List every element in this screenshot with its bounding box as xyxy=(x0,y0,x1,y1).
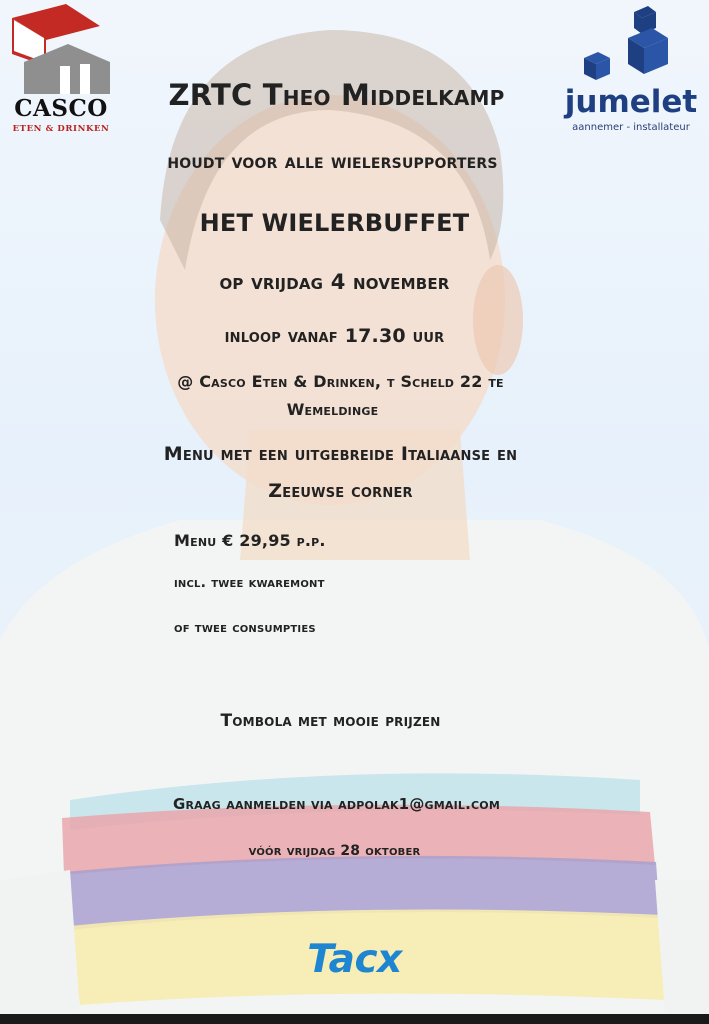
venue-line-1: @ Casco Eten & Drinken, t Scheld 22 te xyxy=(177,372,504,391)
registration-line: Graag aanmelden via adpolak1@gmail.com xyxy=(173,795,500,813)
jumelet-cubes-icon xyxy=(556,6,706,141)
event-time: inloop vanaf 17.30 uur xyxy=(224,325,445,347)
venue-line-2: Wemeldinge xyxy=(286,400,379,419)
casco-logo-name: CASCO xyxy=(14,95,108,122)
club-title: ZRTC Theo Middelkamp xyxy=(168,78,505,112)
casco-logo-subtitle: ETEN & DRINKEN xyxy=(12,124,110,134)
menu-price: Menu € 29,95 p.p. xyxy=(174,531,326,550)
subtitle: houdt voor alle wielersupporters xyxy=(167,149,498,173)
tombola-line: Tombola met mooie prijzen xyxy=(220,711,441,731)
event-name: HET WIELERBUFFET xyxy=(199,209,470,237)
tacx-logo: Tacx xyxy=(307,937,402,982)
included-line-2: of twee consumpties xyxy=(174,620,316,636)
jumelet-logo-subtitle: aannemer - installateur xyxy=(572,122,690,133)
menu-line-1: Menu met een uitgebreide Italiaanse en xyxy=(163,443,518,465)
menu-line-2: Zeeuwse corner xyxy=(268,480,413,502)
included-line-1: incl. twee kwaremont xyxy=(174,575,325,591)
registration-deadline: vóór vrijdag 28 oktober xyxy=(248,843,421,859)
jumelet-logo-name: jumelet xyxy=(564,84,698,120)
bottom-bar xyxy=(0,1014,709,1024)
event-date: op vrijdag 4 november xyxy=(219,270,450,294)
